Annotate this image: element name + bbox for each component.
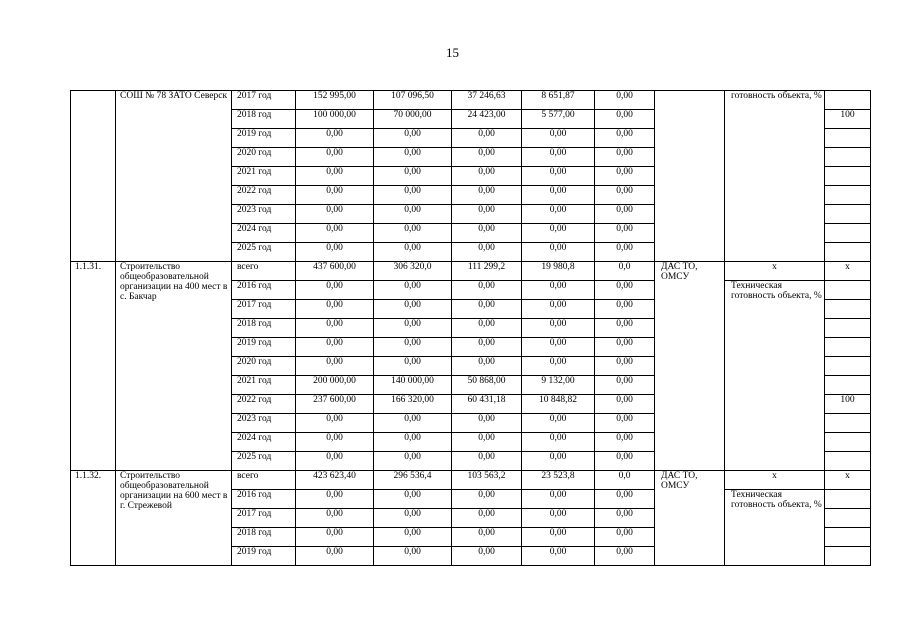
indicator-value (825, 528, 871, 547)
amount-total: 0,00 (296, 547, 374, 566)
amount-fed: 0,00 (374, 509, 452, 528)
amount-total: 0,00 (296, 167, 374, 186)
amount-reg: 60 431,18 (452, 395, 522, 414)
amount-reg: 0,00 (452, 224, 522, 243)
amount-ext: 0,00 (595, 167, 655, 186)
amount-fed: 0,00 (374, 281, 452, 300)
amount-fed: 166 320,00 (374, 395, 452, 414)
year-cell: всего (232, 471, 296, 490)
amount-ext: 0,00 (595, 547, 655, 566)
amount-reg: 0,00 (452, 281, 522, 300)
table-body (71, 91, 871, 566)
amount-reg: 0,00 (452, 547, 522, 566)
amount-total: 0,00 (296, 319, 374, 338)
amount-fed: 0,00 (374, 129, 452, 148)
amount-fed: 0,00 (374, 319, 452, 338)
amount-total: 0,00 (296, 205, 374, 224)
indicator-value (825, 338, 871, 357)
year-cell: 2018 год (232, 528, 296, 547)
amount-fed: 0,00 (374, 490, 452, 509)
amount-ext: 0,00 (595, 414, 655, 433)
amount-total: 0,00 (296, 357, 374, 376)
table-row (71, 471, 871, 490)
amount-reg: 37 246,63 (452, 91, 522, 110)
amount-loc: 0,00 (522, 148, 595, 167)
amount-ext: 0,00 (595, 376, 655, 395)
amount-reg: 103 563,2 (452, 471, 522, 490)
indicator-value (825, 547, 871, 566)
amount-fed: 0,00 (374, 300, 452, 319)
amount-reg: 0,00 (452, 357, 522, 376)
amount-ext: 0,00 (595, 433, 655, 452)
amount-loc: 0,00 (522, 129, 595, 148)
year-cell: 2019 год (232, 338, 296, 357)
indicator-cell: х (725, 262, 825, 281)
year-cell: всего (232, 262, 296, 281)
year-cell: 2017 год (232, 300, 296, 319)
amount-ext: 0,00 (595, 148, 655, 167)
indicator-value (825, 148, 871, 167)
amount-loc: 0,00 (522, 414, 595, 433)
item-code: 1.1.32. (71, 471, 116, 566)
indicator-value: х (825, 471, 871, 490)
amount-fed: 0,00 (374, 452, 452, 471)
year-cell: 2021 год (232, 167, 296, 186)
amount-total: 0,00 (296, 528, 374, 547)
indicator-value (825, 490, 871, 509)
amount-loc: 0,00 (522, 357, 595, 376)
indicator-value (825, 281, 871, 300)
year-cell: 2018 год (232, 110, 296, 129)
indicator-cell: х (725, 471, 825, 490)
amount-loc: 0,00 (522, 319, 595, 338)
year-cell: 2023 год (232, 414, 296, 433)
amount-ext: 0,00 (595, 91, 655, 110)
year-cell: 2025 год (232, 452, 296, 471)
amount-reg: 0,00 (452, 338, 522, 357)
amount-ext: 0,00 (595, 129, 655, 148)
year-cell: 2020 год (232, 148, 296, 167)
year-cell: 2019 год (232, 129, 296, 148)
amount-loc: 0,00 (522, 224, 595, 243)
amount-ext: 0,00 (595, 243, 655, 262)
amount-ext: 0,00 (595, 395, 655, 414)
indicator-value (825, 433, 871, 452)
indicator-value (825, 319, 871, 338)
amount-ext: 0,00 (595, 509, 655, 528)
amount-total: 0,00 (296, 224, 374, 243)
amount-total: 0,00 (296, 186, 374, 205)
amount-reg: 0,00 (452, 167, 522, 186)
amount-fed: 0,00 (374, 528, 452, 547)
amount-total: 200 000,00 (296, 376, 374, 395)
amount-fed: 70 000,00 (374, 110, 452, 129)
amount-total: 0,00 (296, 148, 374, 167)
amount-reg: 0,00 (452, 452, 522, 471)
amount-fed: 0,00 (374, 205, 452, 224)
indicator-value: х (825, 262, 871, 281)
amount-reg: 0,00 (452, 148, 522, 167)
indicator-value (825, 414, 871, 433)
amount-total: 0,00 (296, 338, 374, 357)
amount-fed: 306 320,0 (374, 262, 452, 281)
amount-loc: 0,00 (522, 547, 595, 566)
amount-fed: 0,00 (374, 224, 452, 243)
amount-ext: 0,00 (595, 110, 655, 129)
amount-ext: 0,00 (595, 528, 655, 547)
amount-loc: 23 523,8 (522, 471, 595, 490)
amount-fed: 0,00 (374, 148, 452, 167)
amount-total: 0,00 (296, 300, 374, 319)
amount-loc: 0,00 (522, 205, 595, 224)
indicator-value (825, 243, 871, 262)
amount-loc: 0,00 (522, 300, 595, 319)
amount-loc: 0,00 (522, 186, 595, 205)
amount-fed: 0,00 (374, 338, 452, 357)
program-table (70, 90, 871, 566)
amount-fed: 296 536,4 (374, 471, 452, 490)
year-cell: 2016 год (232, 490, 296, 509)
amount-reg: 0,00 (452, 509, 522, 528)
amount-fed: 107 096,50 (374, 91, 452, 110)
amount-loc: 9 132,00 (522, 376, 595, 395)
indicator-cell: Техническая готовность объекта, % (725, 490, 825, 566)
amount-ext: 0,00 (595, 338, 655, 357)
amount-loc: 5 577,00 (522, 110, 595, 129)
executor-cell: ДАС ТО, ОМСУ (655, 262, 725, 471)
amount-ext: 0,00 (595, 281, 655, 300)
amount-ext: 0,00 (595, 205, 655, 224)
item-code: 1.1.31. (71, 262, 116, 471)
indicator-value (825, 186, 871, 205)
amount-loc: 19 980,8 (522, 262, 595, 281)
indicator-value (825, 167, 871, 186)
amount-ext: 0,0 (595, 471, 655, 490)
indicator-value (825, 224, 871, 243)
amount-reg: 0,00 (452, 205, 522, 224)
year-cell: 2016 год (232, 281, 296, 300)
amount-loc: 10 848,82 (522, 395, 595, 414)
year-cell: 2017 год (232, 509, 296, 528)
amount-total: 0,00 (296, 243, 374, 262)
indicator-cell: Техническая готовность объекта, % (725, 281, 825, 471)
amount-total: 0,00 (296, 281, 374, 300)
amount-total: 0,00 (296, 129, 374, 148)
amount-ext: 0,00 (595, 490, 655, 509)
year-cell: 2024 год (232, 224, 296, 243)
amount-ext: 0,00 (595, 357, 655, 376)
amount-loc: 8 651,87 (522, 91, 595, 110)
amount-reg: 0,00 (452, 243, 522, 262)
amount-ext: 0,00 (595, 224, 655, 243)
amount-total: 0,00 (296, 490, 374, 509)
amount-total: 152 995,00 (296, 91, 374, 110)
amount-total: 0,00 (296, 433, 374, 452)
year-cell: 2024 год (232, 433, 296, 452)
indicator-value: 100 (825, 395, 871, 414)
amount-loc: 0,00 (522, 167, 595, 186)
indicator-value (825, 509, 871, 528)
amount-loc: 0,00 (522, 338, 595, 357)
amount-ext: 0,00 (595, 186, 655, 205)
amount-total: 437 600,00 (296, 262, 374, 281)
amount-reg: 0,00 (452, 129, 522, 148)
indicator-value (825, 300, 871, 319)
amount-fed: 0,00 (374, 414, 452, 433)
amount-reg: 0,00 (452, 414, 522, 433)
amount-fed: 0,00 (374, 357, 452, 376)
amount-reg: 0,00 (452, 319, 522, 338)
year-cell: 2018 год (232, 319, 296, 338)
amount-reg: 0,00 (452, 490, 522, 509)
amount-fed: 0,00 (374, 167, 452, 186)
item-name: Строительство общеобразовательной организации на 600 мест в г. Стрежевой (116, 471, 232, 566)
amount-total: 423 623,40 (296, 471, 374, 490)
amount-loc: 0,00 (522, 528, 595, 547)
item-name: Строительство общеобразовательной организации на 400 мест в с. Бакчар (116, 262, 232, 471)
indicator-value (825, 452, 871, 471)
table-row (71, 262, 871, 281)
year-cell: 2020 год (232, 357, 296, 376)
indicator-value (825, 205, 871, 224)
executor-cell: ДАС ТО, ОМСУ (655, 471, 725, 566)
year-cell: 2023 год (232, 205, 296, 224)
amount-reg: 24 423,00 (452, 110, 522, 129)
amount-ext: 0,00 (595, 319, 655, 338)
amount-reg: 0,00 (452, 433, 522, 452)
item-name: СОШ № 78 ЗАТО Северск (116, 91, 232, 262)
indicator-value: 100 (825, 110, 871, 129)
amount-ext: 0,00 (595, 300, 655, 319)
amount-reg: 111 299,2 (452, 262, 522, 281)
year-cell: 2019 год (232, 547, 296, 566)
amount-ext: 0,0 (595, 262, 655, 281)
amount-fed: 0,00 (374, 547, 452, 566)
year-cell: 2022 год (232, 186, 296, 205)
indicator-value (825, 376, 871, 395)
amount-reg: 0,00 (452, 186, 522, 205)
amount-reg: 0,00 (452, 528, 522, 547)
amount-fed: 140 000,00 (374, 376, 452, 395)
amount-loc: 0,00 (522, 452, 595, 471)
year-cell: 2022 год (232, 395, 296, 414)
executor-cell (655, 91, 725, 262)
amount-fed: 0,00 (374, 433, 452, 452)
item-code (71, 91, 116, 262)
indicator-cell: готовность объекта, % (725, 91, 825, 262)
amount-fed: 0,00 (374, 186, 452, 205)
year-cell: 2021 год (232, 376, 296, 395)
amount-total: 0,00 (296, 414, 374, 433)
amount-loc: 0,00 (522, 433, 595, 452)
page-number: 15 (446, 45, 459, 60)
indicator-value (825, 357, 871, 376)
indicator-value (825, 129, 871, 148)
amount-loc: 0,00 (522, 243, 595, 262)
year-cell: 2017 год (232, 91, 296, 110)
amount-total: 100 000,00 (296, 110, 374, 129)
amount-reg: 0,00 (452, 300, 522, 319)
indicator-value (825, 91, 871, 110)
table-row (71, 91, 871, 110)
amount-fed: 0,00 (374, 243, 452, 262)
amount-loc: 0,00 (522, 509, 595, 528)
year-cell: 2025 год (232, 243, 296, 262)
amount-loc: 0,00 (522, 490, 595, 509)
amount-total: 237 600,00 (296, 395, 374, 414)
amount-reg: 50 868,00 (452, 376, 522, 395)
amount-ext: 0,00 (595, 452, 655, 471)
amount-total: 0,00 (296, 452, 374, 471)
amount-loc: 0,00 (522, 281, 595, 300)
amount-total: 0,00 (296, 509, 374, 528)
